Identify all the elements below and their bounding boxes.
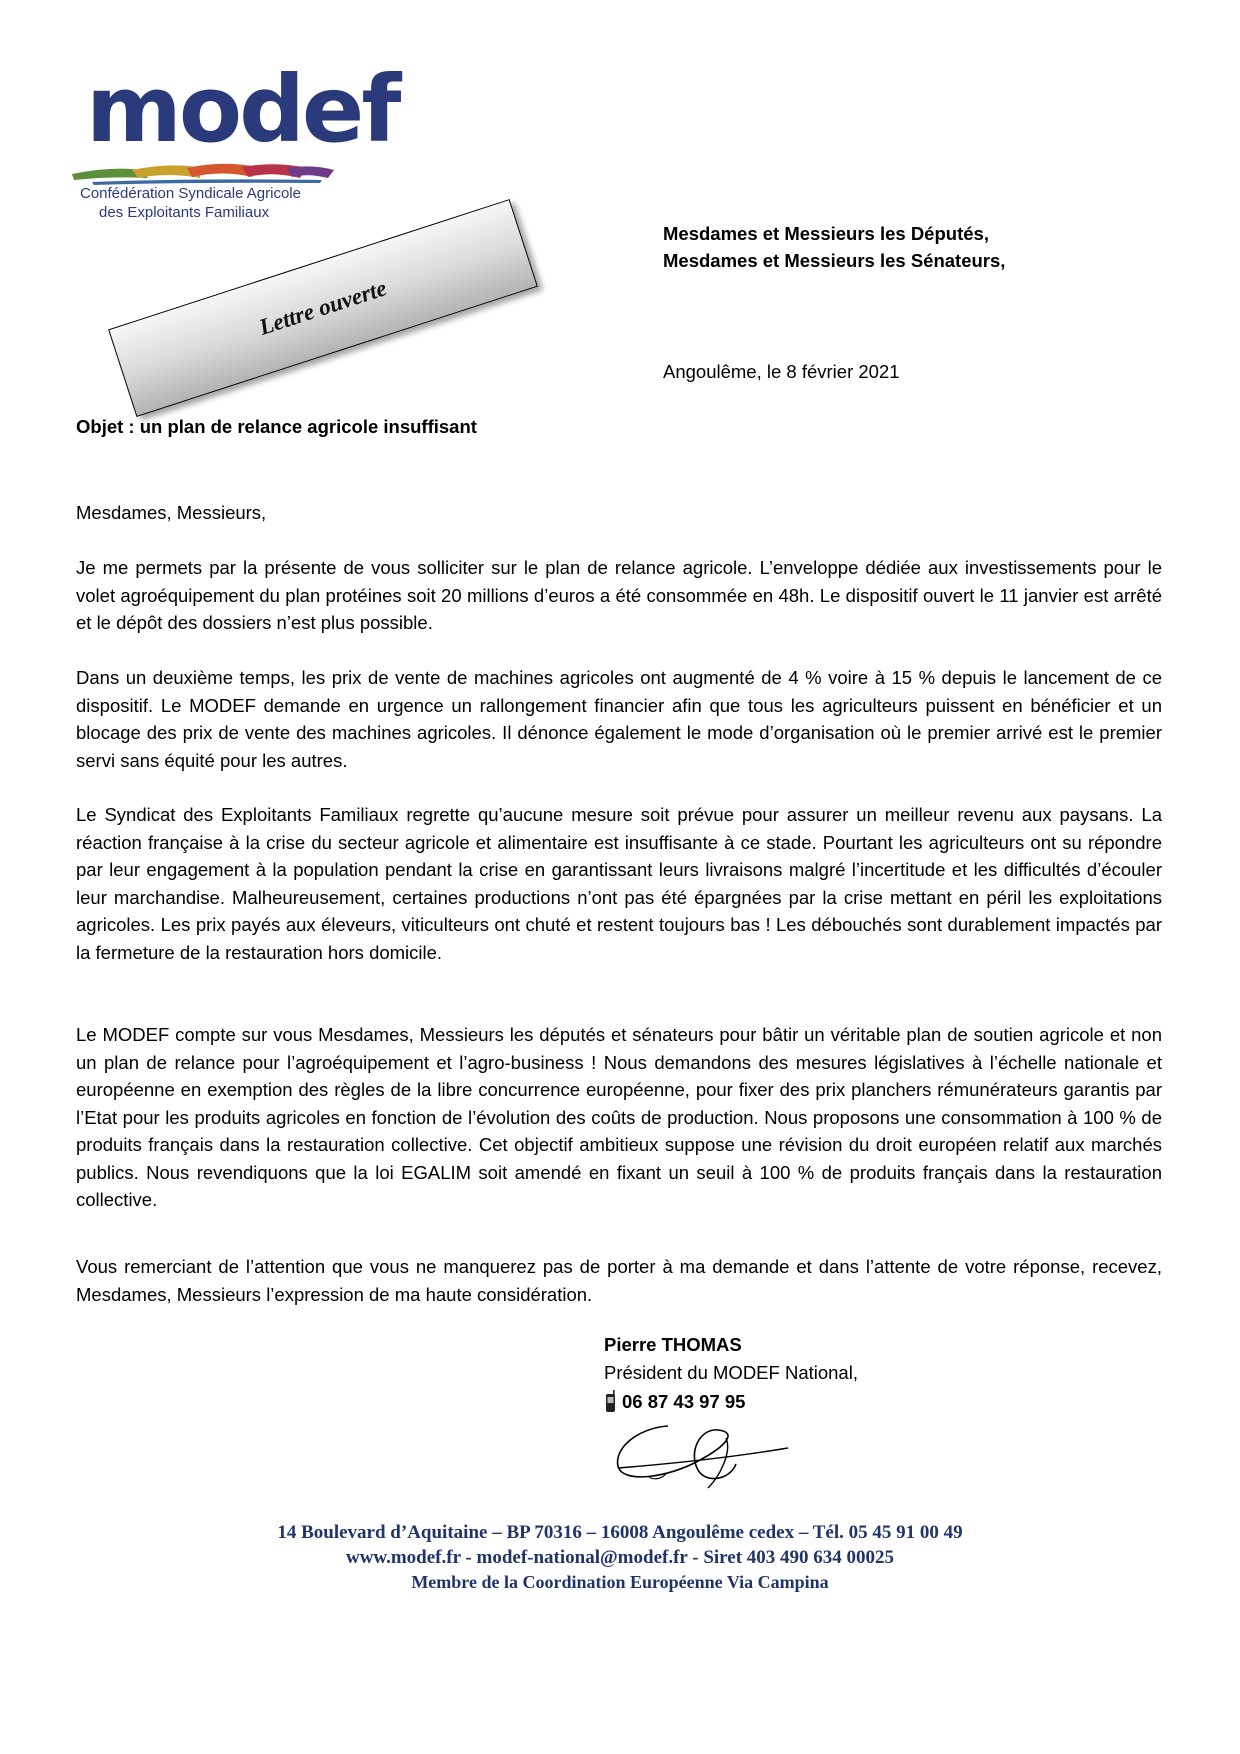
body-paragraph: Dans un deuxième temps, les prix de vente de machines agricoles ont augmenté de 4 % voire à 15 % depuis le lancement de ce dispositif. Le MODEF demande en urgence un rallongement financier afin que tous les agriculteurs puissent en bénéficier et un blocage des prix de vente des machines agricoles. Il dénonce également le mode d’organisation où le premier arrivé est le premier servi sans équité pour les autres.: [76, 667, 1162, 771]
logo-tagline-line-1: Confédération Syndicale Agricole: [80, 185, 301, 202]
footer-address: 14 Boulevard d’Aquitaine – BP 70316 – 16008 Angoulême cedex – Tél. 05 45 91 00 49: [277, 1522, 963, 1543]
body-paragraph: Je me permets par la présente de vous solliciter sur le plan de relance agricole. L’enveloppe dédiée aux investissements pour le volet agroéquipement du plan protéines soit 20 millions d’euros a été consommée en 48h. Le dispositif ouvert le 11 janvier est arrêté et le dépôt des dossiers n’est plus possible.: [76, 557, 1162, 633]
body-paragraph: Le MODEF compte sur vous Mesdames, Messieurs les députés et sénateurs pour bâtir un véritable plan de soutien agricole et non un plan de relance pour l’agroéquipement et l’agro-business ! Nous demandons des mesures législatives à l’échelle nationale et européenne en exemption des règles de la libre concurrence européenne, pour fixer des prix planchers rémunérateurs garantis par l’Etat pour les produits agricoles en fonction de l’évolution des coûts de production. Nous proposons une consommation à 100 % de produits français dans la restauration collective. Cet objectif ambitieux suppose une révision du droit européen relatif aux marchés publics. Nous revendiquons que la loi EGALIM soit amendé en fixant un seuil à 100 % de produits français dans la restauration collective.: [76, 1024, 1162, 1210]
footer-membership: Membre de la Coordination Européenne Via Campina: [411, 1572, 829, 1592]
body-paragraph: Vous remerciant de l’attention que vous ne manquerez pas de porter à ma demande et dans l’attente de votre réponse, recevez, Mesdames, Messieurs l’expression de ma haute considération.: [76, 1256, 1162, 1305]
salutation: Mesdames, Messieurs,: [76, 502, 267, 523]
letter-subject: Objet : un plan de relance agricole insuffisant: [76, 416, 477, 437]
logo-tagline-line-2: des Exploitants Familiaux: [99, 204, 270, 221]
open-letter-stamp: [108, 199, 538, 417]
handwritten-signature: [608, 1418, 798, 1498]
body-paragraph: Le Syndicat des Exploitants Familiaux regrette qu’aucune mesure soit prévue pour assurer un meilleur revenu aux paysans. La réaction française à la crise du secteur agricole et alimentaire est insuffisante à ce stade. Pourtant les agriculteurs ont su répondre par leur engagement à la population pendant la crise en garantissant leurs livraisons malgré l’incertitude et les difficultés d’écouler leur marchandise. Malheureusement, certaines productions n’ont pas été épargnées par la crise mettant en péril les exploitations agricoles. Les prix payés aux éleveurs, viticulteurs ont chuté et restent toujours bas ! Les débouchés sont durablement impactés par la fermeture de la restauration hors domicile.: [76, 804, 1162, 963]
logo-wordmark: modef: [86, 56, 399, 163]
footer-contact: www.modef.fr - modef-national@modef.fr - Siret 403 490 634 00025: [345, 1547, 895, 1568]
modef-logo: [72, 56, 399, 222]
signatory-phone: 06 87 43 97 95: [622, 1391, 746, 1412]
signatory-name: Pierre THOMAS: [604, 1334, 742, 1355]
addressee-line-1: Mesdames et Messieurs les Députés,: [663, 223, 989, 244]
signatory-phone-row: [604, 1390, 745, 1414]
signatory-role: Président du MODEF National,: [604, 1362, 858, 1383]
stamp-label: Lettre ouverte: [256, 275, 390, 340]
addressee-line-2: Mesdames et Messieurs les Sénateurs,: [663, 250, 1006, 271]
mobile-phone-icon: [604, 1390, 618, 1414]
letter-date: Angoulême, le 8 février 2021: [663, 361, 900, 382]
